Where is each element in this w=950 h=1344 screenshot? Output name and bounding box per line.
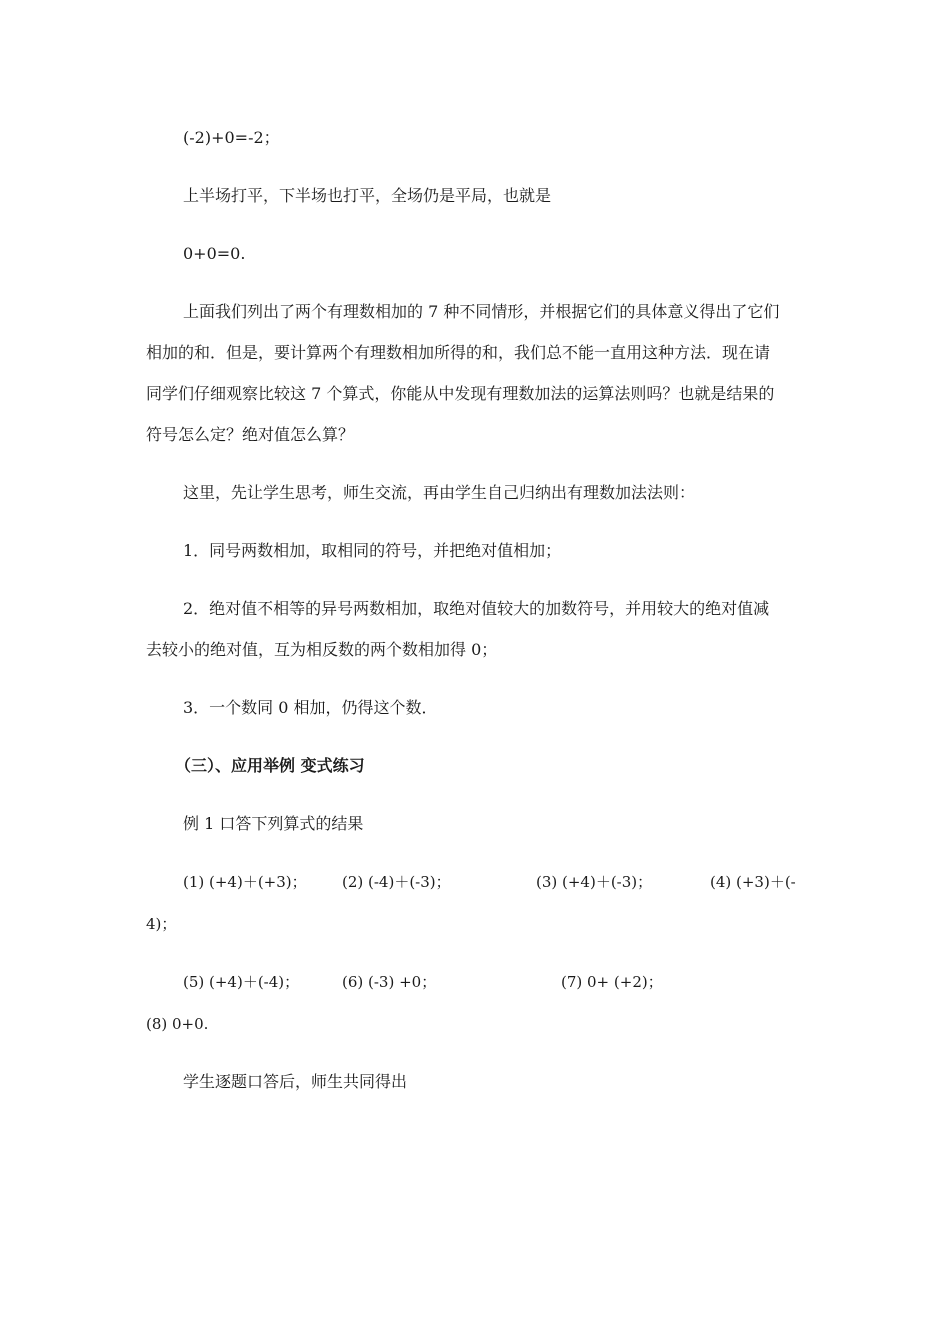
paragraph-line: 这里，先让学生思考，师生交流，再由学生自己归纳出有理数加法法则： [183, 483, 696, 502]
exercise-item: (5) (+4)＋(-4)； [183, 973, 300, 991]
rule-item: 3．一个数同 0 相加，仍得这个数． [183, 698, 438, 717]
paragraph-line: 同学们仔细观察比较这 7 个算式，你能从中发现有理数加法的运算法则吗？也就是结果的 [146, 384, 775, 403]
paragraph-line: 符号怎么定？绝对值怎么算？ [146, 425, 355, 444]
exercise-item: (3) (+4)＋(-3)； [536, 873, 653, 891]
exercise-item: (1) (+4)＋(+3)； [183, 873, 307, 891]
paragraph-line: 相加的和．但是，要计算两个有理数相加所得的和，我们总不能一直用这种方法．现在请 [146, 343, 771, 362]
equation-line: (-2)+0=-2； [183, 128, 280, 147]
exercise-item: (7) 0+ (+2)； [561, 973, 663, 991]
exercise-item: (4) (+3)＋(- [710, 873, 796, 891]
rule-item: 1．同号两数相加，取相同的符号，并把绝对值相加； [183, 541, 562, 560]
equation-line: 0+0=0. [183, 244, 246, 263]
exercise-item: (6) (-3) +0； [342, 973, 437, 991]
rule-item: 去较小的绝对值，互为相反数的两个数相加得 0； [146, 640, 498, 659]
exercise-item: (8) 0+0. [146, 1015, 209, 1033]
section-heading: （三）、应用举例 变式练习 [175, 756, 365, 775]
exercise-item: 4)； [146, 915, 177, 933]
rule-item: 2．绝对值不相等的异号两数相加，取绝对值较大的加数符号，并用较大的绝对值减 [183, 599, 770, 618]
paragraph-line: 上半场打平，下半场也打平，全场仍是平局，也就是 [183, 186, 552, 205]
example-heading: 例 1 口答下列算式的结果 [183, 814, 364, 833]
paragraph-line: 上面我们列出了两个有理数相加的 7 种不同情形，并根据它们的具体意义得出了它们 [183, 302, 780, 321]
exercise-item: (2) (-4)＋(-3)； [342, 873, 451, 891]
paragraph-line: 学生逐题口答后，师生共同得出 [183, 1072, 408, 1091]
